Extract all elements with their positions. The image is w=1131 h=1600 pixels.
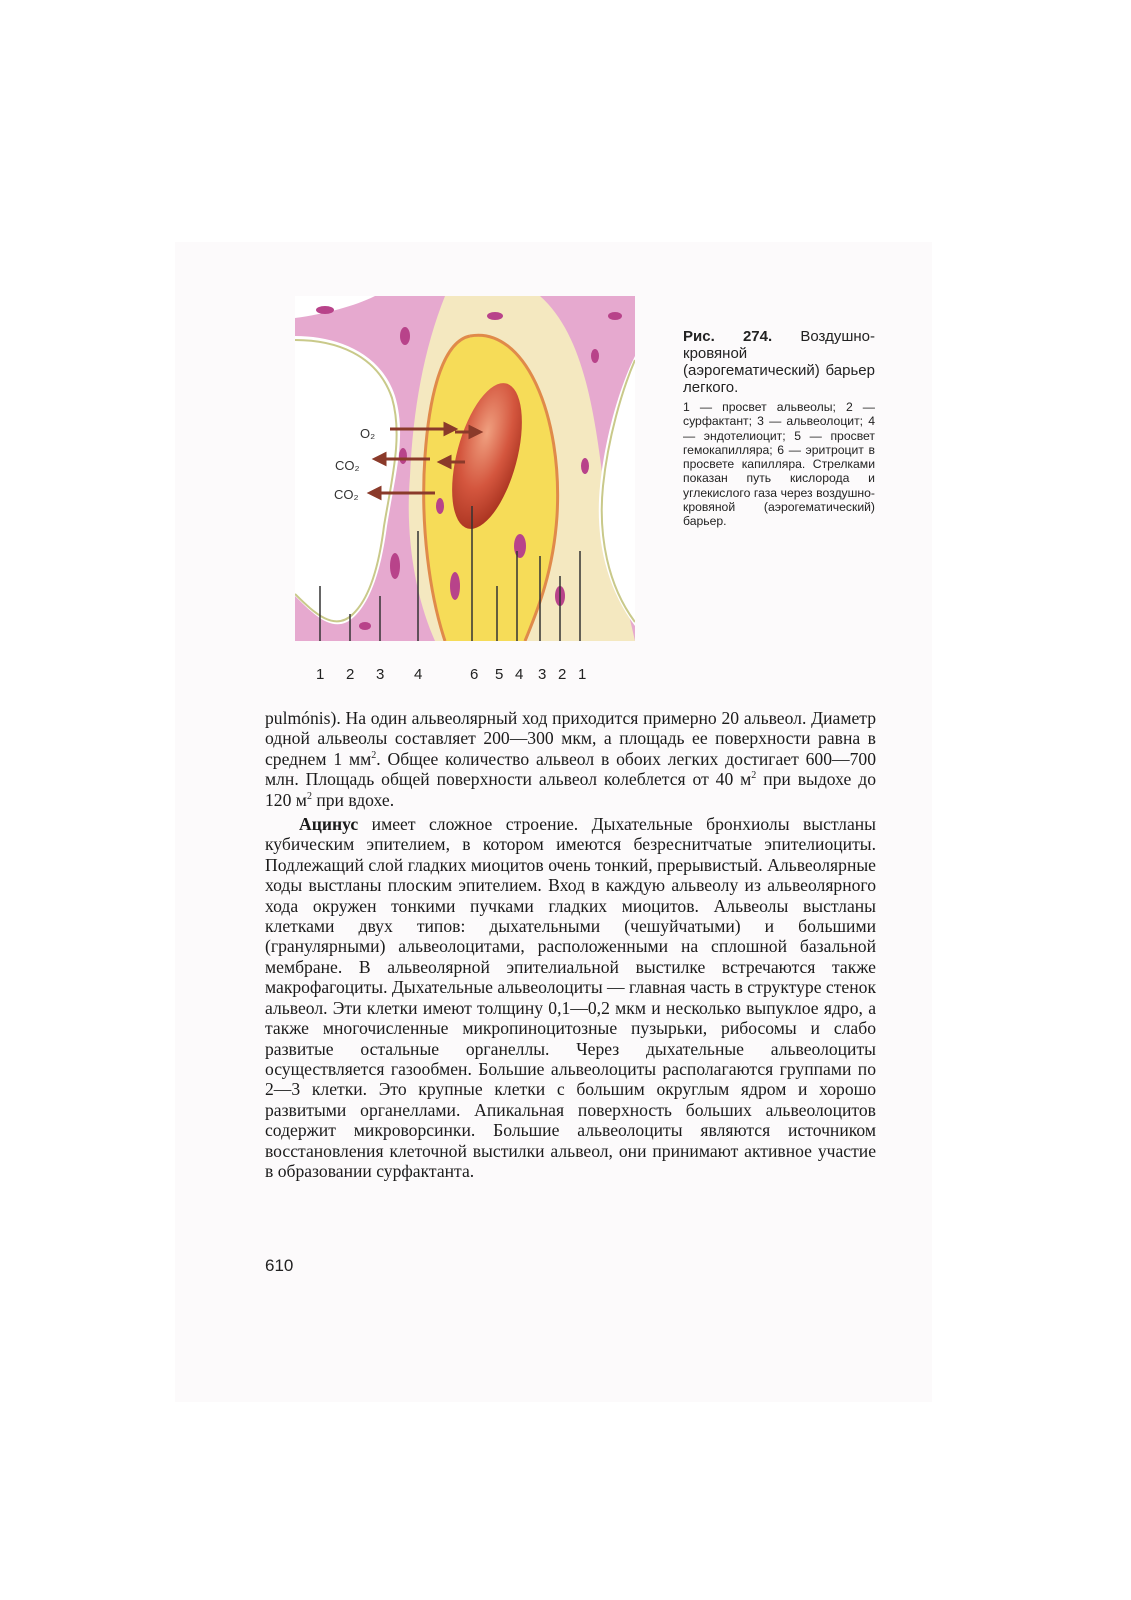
text-run: pulmónis). На один альвеолярный ход приходится примерно 20 альвеол. Диаметр одной альвеолы составляет 200—300 мкм, а площадь ее поверхности равна в среднем 1 мм xyxy=(265,708,876,769)
callout-number: 6 xyxy=(470,666,479,683)
nucleus xyxy=(487,312,503,320)
callout-number: 4 xyxy=(414,666,423,683)
paragraph xyxy=(265,708,876,810)
nucleus xyxy=(608,312,622,320)
text-run: имеет сложное строение. Дыхательные бронхиолы выстланы кубическим эпителием, в котором имеются безреснитчатые эпителиоциты. Подлежащий слой гладких миоцитов очень тонкий, прерывистый. Альвеолярные ходы выстланы плоским эпителием. Вход в каждую альвеолу из альвеолярного хода окружен тонкими пучками гладких миоцитов. Альвеолы выстланы клетками двух типов: дыхательными (чешуйчатыми) и большими (гранулярными) альвеолоцитами, расположенными на сплошной базальной мембране. В альвеолярной эпителиальной выстилке встречаются также макрофагоциты. Дыхательные альвеолоциты — главная часть в структуре стенок альвеол. Эти клетки имеют толщину 0,1—0,2 мкм и несколько выпуклое ядро, а также многочисленные микропиноцитозные пузырьки, рибосомы и слабо развитые остальные органеллы. Через дыхательные альвеолоциты осуществляется газообмен. Большие альвеолоциты располагаются группами по 2—3 клетки. Это крупные клетки с большим округлым ядром и хорошо развитыми органеллами. Апикальная поверхность больших альвеолоцитов содержит микроворсинки. Большие альвеолоциты являются источником восстановления клеточной выстилки альвеол, они принимают активное участие в образовании сурфактанта. xyxy=(265,814,876,1181)
nucleus xyxy=(390,553,400,579)
callout-number: 5 xyxy=(495,666,504,683)
callout-number: 1 xyxy=(578,666,587,683)
callout-number: 3 xyxy=(376,666,385,683)
text-run: . Общее количество альвеол в обоих легких достигает 600—700 млн. Площадь общей поверхности альвеол колеблется от 40 м xyxy=(265,748,876,790)
figure-caption xyxy=(683,328,875,529)
nucleus xyxy=(450,572,460,600)
superscript: 2 xyxy=(751,770,757,782)
caption-title-text: Воздушно-кровяной (аэрогематический) барьер легкого. xyxy=(683,328,875,396)
text-run: при вдохе. xyxy=(311,789,395,810)
superscript: 2 xyxy=(306,790,312,802)
figure-label: Рис. 274. xyxy=(683,328,773,345)
gas-label-co2: CO₂ xyxy=(335,458,360,473)
nucleus xyxy=(316,306,334,314)
callout-number: 1 xyxy=(316,666,325,683)
callout-number: 2 xyxy=(346,666,355,683)
caption-title xyxy=(683,328,875,396)
term-acinus: Ацинус xyxy=(299,814,359,835)
callout-number: 4 xyxy=(515,666,524,683)
nucleus xyxy=(591,349,599,363)
gas-label-co2: CO₂ xyxy=(334,487,359,502)
page-number: 610 xyxy=(265,1256,294,1275)
caption-legend: 1 — просвет альвеолы; 2 — сурфактант; 3 — альвеолоцит; 4 — эндотелиоцит; 5 — просвет гемокапилляра; 6 — эритроцит в просвете капилляра. Стрелками показан путь кислорода и углекислого газа через воздушно-кровяной (аэрогематический) барьер. xyxy=(683,400,875,529)
callout-number: 2 xyxy=(558,666,567,683)
gas-label-o2: O₂ xyxy=(360,426,376,441)
nucleus xyxy=(581,458,589,474)
paragraph xyxy=(265,814,876,1181)
callout-numbers xyxy=(300,666,640,690)
body-text xyxy=(265,708,876,1181)
nucleus xyxy=(359,622,371,630)
text-run: при выдохе до 120 м xyxy=(265,769,876,810)
nucleus xyxy=(400,327,410,345)
nucleus xyxy=(514,534,526,558)
callout-number: 3 xyxy=(538,666,547,683)
nucleus xyxy=(436,498,444,514)
superscript: 2 xyxy=(371,749,377,761)
nucleus xyxy=(399,448,407,464)
